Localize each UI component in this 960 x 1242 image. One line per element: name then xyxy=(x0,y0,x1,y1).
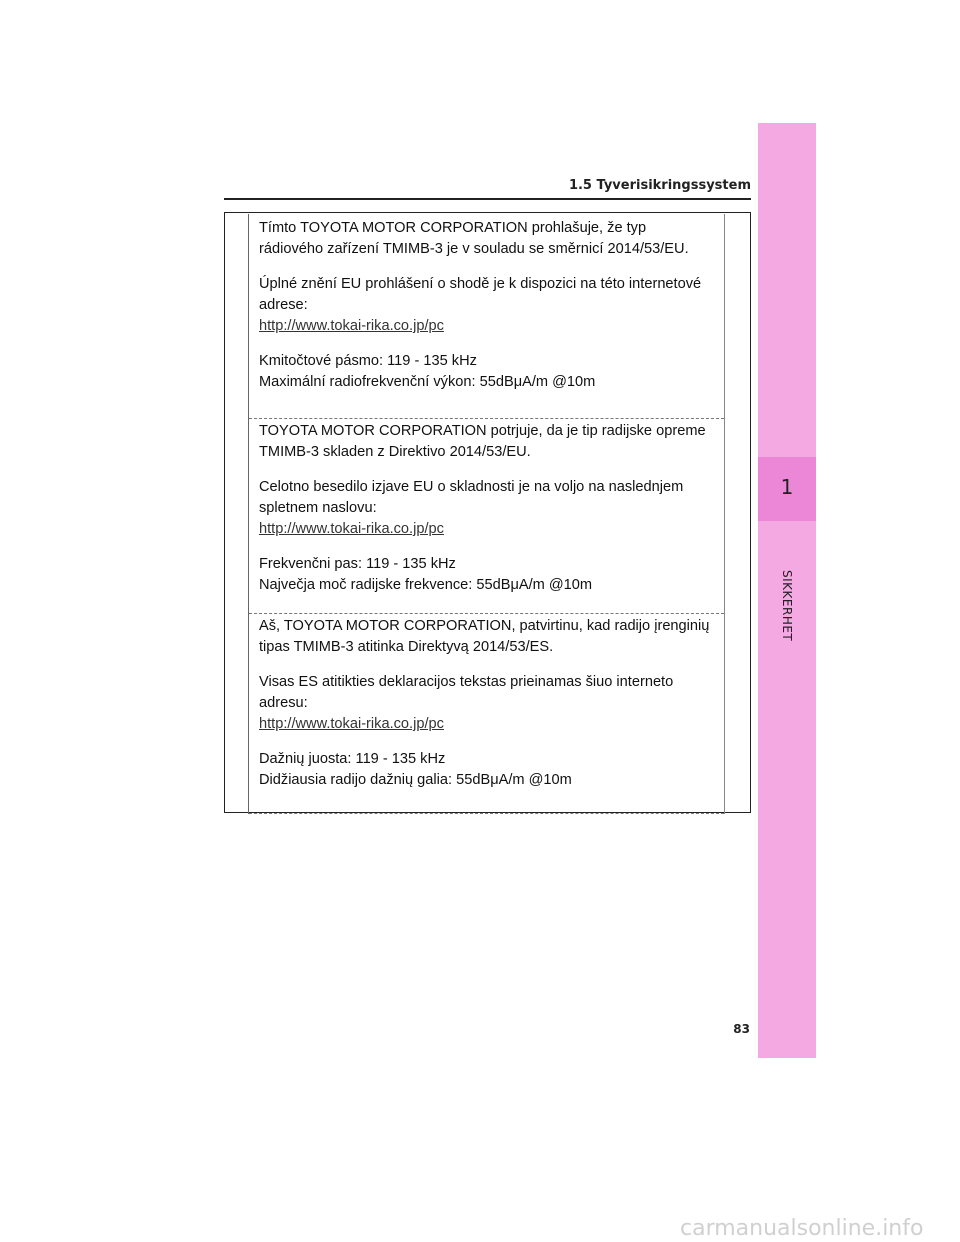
page-number: 83 xyxy=(733,1022,750,1036)
frequency-band: Dažnių juosta: 119 - 135 kHz xyxy=(259,751,446,767)
declaration-link[interactable]: http://www.tokai-rika.co.jp/pc xyxy=(259,521,444,537)
declaration-lithuanian xyxy=(249,613,724,791)
declaration-text: TOYOTA MOTOR CORPORATION potrjuje, da je tip radijske opreme TMIMB-3 skladen z Direktivo 2014/53/EU. xyxy=(259,423,706,460)
frequency-band: Frekvenčni pas: 119 - 135 kHz xyxy=(259,556,456,572)
declaration-czech xyxy=(249,218,724,393)
section-divider xyxy=(249,813,724,814)
chapter-label: SIKKERHET xyxy=(780,570,794,642)
max-power: Didžiausia radijo dažnių galia: 55dBμA/m @10m xyxy=(259,772,572,788)
section-header: 1.5 Tyverisikringssystem xyxy=(224,178,751,200)
declaration-text: Aš, TOYOTA MOTOR CORPORATION, patvirtinu, kad radijo įrenginių tipas TMIMB-3 atitinka Direktyvą 2014/53/ES. xyxy=(259,618,710,655)
chapter-number: 1 xyxy=(780,475,794,499)
max-power: Največja moč radijske frekvence: 55dBμA/m @10m xyxy=(259,577,593,593)
declaration-scan xyxy=(248,214,725,814)
declaration-availability: Celotno besedilo izjave EU o skladnosti je na voljo na naslednjem spletnem naslovu: xyxy=(259,479,684,516)
declaration-text: Tímto TOYOTA MOTOR CORPORATION prohlašuje, že typ rádiového zařízení TMIMB-3 je v souladu se směrnicí 2014/53/EU. xyxy=(259,220,689,257)
declaration-link[interactable]: http://www.tokai-rika.co.jp/pc xyxy=(259,716,444,732)
frequency-band: Kmitočtové pásmo: 119 - 135 kHz xyxy=(259,353,477,369)
watermark: carmanualsonline.info xyxy=(680,1216,924,1241)
declaration-slovenian xyxy=(249,418,724,596)
declaration-availability: Visas ES atitikties deklaracijos tekstas prieinamas šiuo interneto adresu: xyxy=(259,674,674,711)
max-power: Maximální radiofrekvenční výkon: 55dBμA/m @10m xyxy=(259,374,596,390)
declaration-link[interactable]: http://www.tokai-rika.co.jp/pc xyxy=(259,318,444,334)
chapter-side-tab xyxy=(758,123,816,1058)
declaration-availability: Úplné znění EU prohlášení o shodě je k dispozici na této internetové adrese: xyxy=(259,276,702,313)
